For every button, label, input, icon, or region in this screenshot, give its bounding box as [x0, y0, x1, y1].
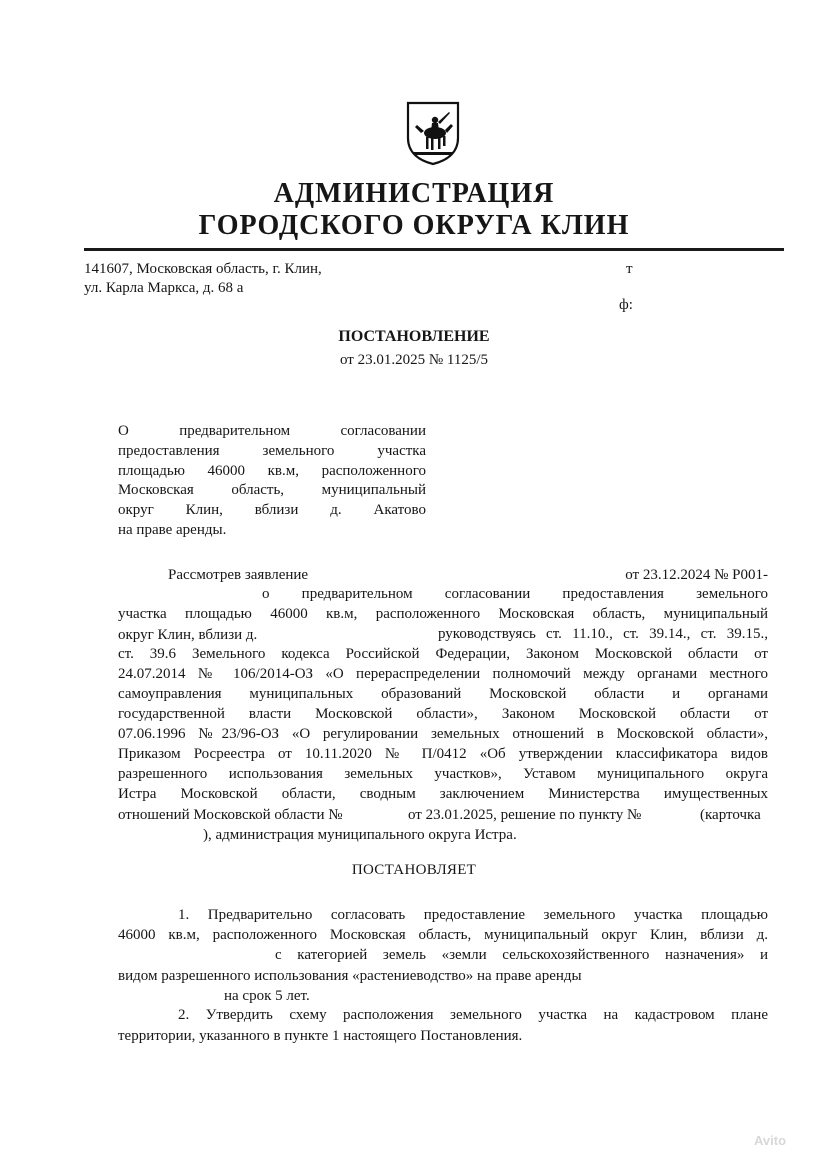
org-name-line1: АДМИНИСТРАЦИЯ — [273, 178, 555, 209]
item2-line: 2. Утвердить схему расположения земельного участка на кадастровом плане — [178, 1007, 768, 1023]
preamble-line: ст. 39.6 Земельного кодекса Российской Федерации, Законом Московской области от — [118, 646, 768, 662]
resolves-heading: ПОСТАНОВЛЯЕТ — [351, 862, 477, 878]
item1-line: 46000 кв.м, расположенного Московская область, муниципальный округ Клин, вблизи д. — [118, 927, 768, 943]
subject-line: О предварительном согласовании — [118, 423, 426, 439]
address-line1: 141607, Московская область, г. Клин, — [84, 261, 322, 277]
preamble-line1-left: Рассмотрев заявление — [168, 567, 309, 583]
subject-block — [118, 422, 426, 541]
item1-line: на срок 5 лет. — [224, 988, 310, 1004]
preamble-line: самоуправления муниципальных образований Московской области и органами — [118, 686, 768, 702]
preamble-line: 07.06.1996 №23/96-ОЗ «О регулировании земельных отношений в Московской области», — [118, 726, 768, 742]
header-divider — [84, 248, 784, 251]
org-name-line2: ГОРОДСКОГО ОКРУГА КЛИН — [198, 210, 630, 241]
item2-line: территории, указанного в пункте 1 настоящего Постановления. — [118, 1028, 523, 1044]
preamble-line: участка площадью 46000 кв.м, расположенного Московская область, муниципальный — [118, 606, 768, 622]
coat-of-arms-icon — [405, 100, 461, 166]
document-type: ПОСТАНОВЛЕНИЕ — [338, 328, 490, 345]
address-line2: ул. Карла Маркса, д. 68 а — [84, 280, 244, 296]
preamble-line13-c: (карточка — [700, 807, 761, 823]
preamble-line: о предварительном согласовании предоставления земельного — [262, 586, 768, 602]
subject-line: предоставления земельного участка — [118, 442, 426, 459]
preamble-line13-b: от 23.01.2025, решение по пункту № — [408, 807, 642, 823]
preamble-line13-a: отношений Московской области № — [118, 807, 343, 823]
preamble-line: Приказом Росреестра от 10.11.2020 № П/0412 «Об утверждении классификатора видов — [118, 746, 768, 762]
preamble-line: разрешенного использования земельных участков», Уставом муниципального округа — [118, 766, 768, 782]
subject-line: на праве аренды. — [118, 521, 227, 538]
item1-line: 1. Предварительно согласовать предоставление земельного участка площадью — [178, 907, 768, 923]
document-number: от 23.01.2025 № 1125/5 — [339, 352, 489, 368]
preamble-line1-right: от 23.12.2024 № Р001- — [625, 567, 768, 583]
subject-line: округ Клин, вблизи д. Акатово — [118, 502, 426, 519]
item1-line: с категорией земель «земли сельскохозяйственного назначения» и — [275, 947, 768, 963]
preamble-line: 24.07.2014 № 106/2014-ОЗ «О перераспределении полномочий между органами местного — [118, 666, 768, 682]
phone-label: т — [626, 261, 633, 277]
item1-line: видом разрешенного использования «растениеводство» на праве аренды — [118, 968, 582, 984]
preamble-line: Истра Московской области, сводным заключением Министерства имущественных — [118, 786, 768, 802]
preamble-line14: ), администрация муниципального округа Истра. — [203, 827, 517, 843]
subject-line: площадью 46000 кв.м, расположенного — [118, 462, 426, 479]
preamble-line: руководствуясь ст. 11.10., ст. 39.14., ст. 39.15., — [438, 626, 768, 642]
preamble-line4-left: округ Клин, вблизи д. — [118, 627, 258, 643]
fax-label: ф: — [619, 297, 633, 313]
subject-line: Московская область, муниципальный — [118, 482, 426, 499]
preamble-line: государственной власти Московской области», Законом Московской области от — [118, 706, 768, 722]
watermark: Avito — [754, 1133, 787, 1148]
